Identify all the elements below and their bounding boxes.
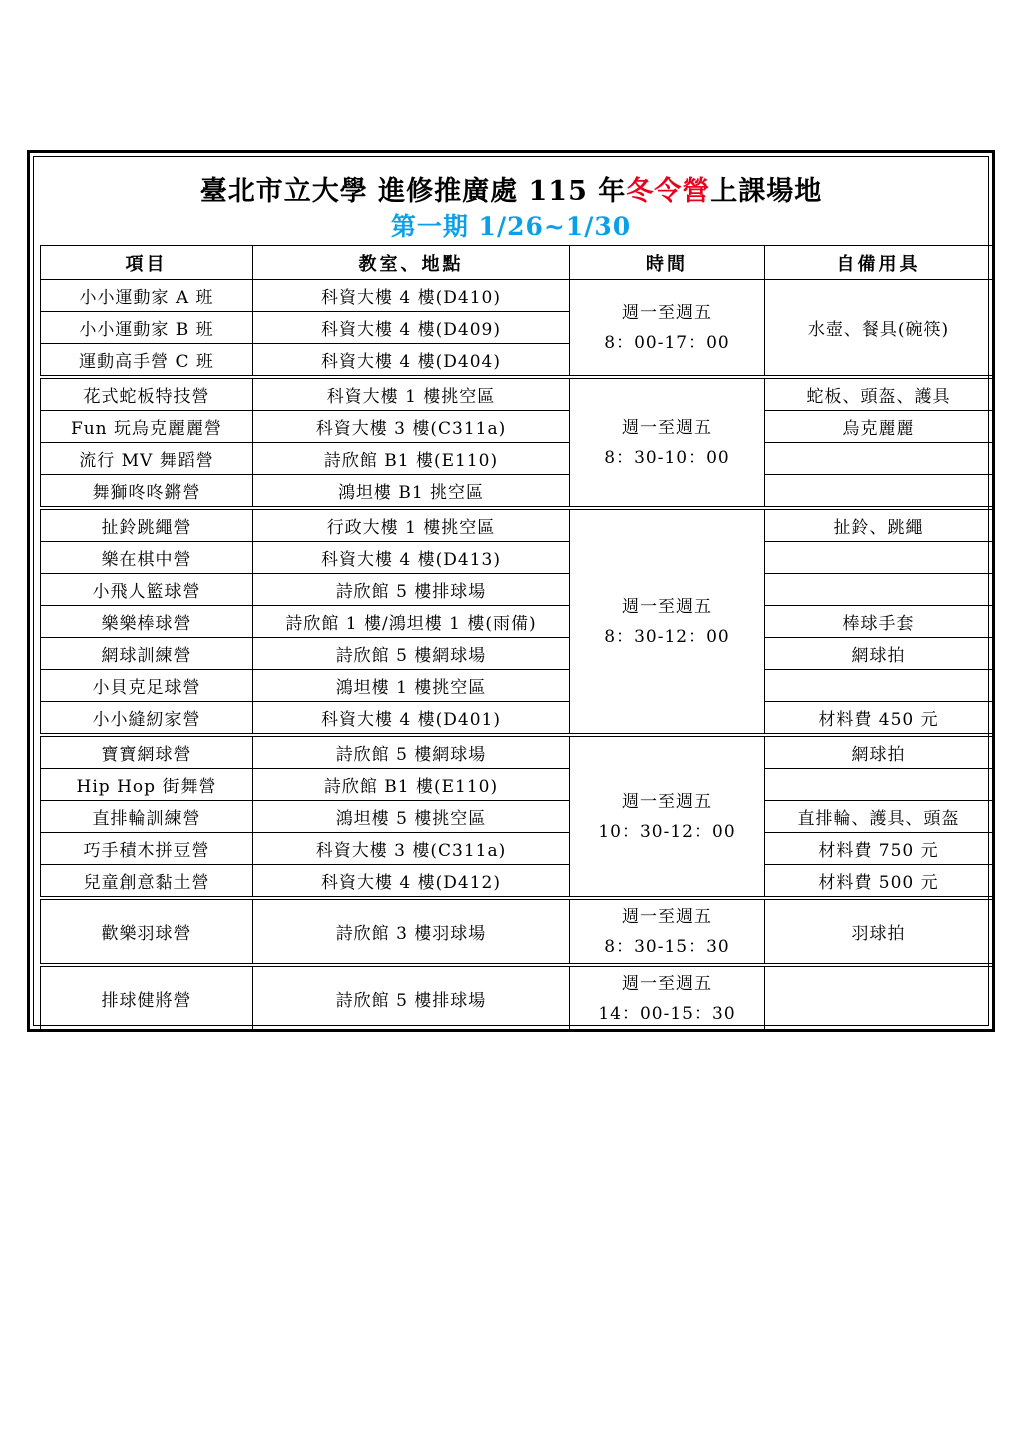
location-cell: 詩欣館 1 樓/鴻坦樓 1 樓(雨備) <box>253 606 570 638</box>
table-row <box>41 508 993 542</box>
table-row <box>41 801 993 833</box>
item-cell: 小貝克足球營 <box>41 670 253 702</box>
location-cell: 科資大樓 3 樓(C311a) <box>253 411 570 443</box>
table-row <box>41 833 993 865</box>
time-hours: 14：00-15：30 <box>598 1003 736 1024</box>
title-highlight: 冬令營 <box>626 176 711 207</box>
item-cell: 直排輪訓練營 <box>41 801 253 833</box>
time-days: 週一至週五 <box>622 906 712 927</box>
location-cell: 鴻坦樓 5 樓挑空區 <box>253 801 570 833</box>
item-cell: 寶寶網球營 <box>41 735 253 769</box>
table-row <box>41 965 993 1031</box>
column-header-location: 教室、地點 <box>253 246 570 280</box>
time-hours: 8：30-15：30 <box>604 936 730 957</box>
time-days: 週一至週五 <box>622 973 712 994</box>
item-cell: 網球訓練營 <box>41 638 253 670</box>
table-row <box>41 638 993 670</box>
title-prefix: 臺北市立大學 進修推廣處 115 年 <box>199 176 627 207</box>
supplies-cell: 烏克麗麗 <box>765 411 993 443</box>
table-row <box>41 411 993 443</box>
supplies-cell <box>765 443 993 475</box>
time-hours: 8：30-12：00 <box>604 626 730 647</box>
supplies-cell <box>765 574 993 606</box>
schedule-body <box>41 280 993 1031</box>
time-days: 週一至週五 <box>622 302 712 323</box>
time-cell <box>570 735 765 898</box>
location-cell: 科資大樓 4 樓(D410) <box>253 280 570 312</box>
supplies-cell: 直排輪、護具、頭盔 <box>765 801 993 833</box>
supplies-cell: 材料費 500 元 <box>765 865 993 899</box>
supplies-cell: 水壺、餐具(碗筷) <box>765 280 993 378</box>
time-days: 週一至週五 <box>622 596 712 617</box>
supplies-cell <box>765 475 993 509</box>
item-cell: 樂在棋中營 <box>41 542 253 574</box>
location-cell: 行政大樓 1 樓挑空區 <box>253 508 570 542</box>
item-cell: 扯鈴跳繩營 <box>41 508 253 542</box>
item-cell: 巧手積木拼豆營 <box>41 833 253 865</box>
time-cell <box>570 280 765 378</box>
table-row <box>41 865 993 899</box>
item-cell: 舞獅咚咚鏘營 <box>41 475 253 509</box>
time-cell <box>570 965 765 1031</box>
item-cell: 運動高手營 C 班 <box>41 344 253 378</box>
table-header-row <box>41 246 993 280</box>
title-suffix: 上課場地 <box>710 176 823 207</box>
location-cell: 鴻坦樓 1 樓挑空區 <box>253 670 570 702</box>
supplies-cell: 羽球拍 <box>765 898 993 965</box>
time-days: 週一至週五 <box>622 791 712 812</box>
item-cell: 排球健將營 <box>41 965 253 1031</box>
supplies-cell: 網球拍 <box>765 638 993 670</box>
time-days: 週一至週五 <box>622 417 712 438</box>
table-row <box>41 735 993 769</box>
location-cell: 詩欣館 5 樓排球場 <box>253 965 570 1031</box>
table-row <box>41 280 993 312</box>
table-row <box>41 542 993 574</box>
item-cell: 小小運動家 B 班 <box>41 312 253 344</box>
item-cell: 花式蛇板特技營 <box>41 377 253 411</box>
location-cell: 科資大樓 1 樓挑空區 <box>253 377 570 411</box>
item-cell: Fun 玩烏克麗麗營 <box>41 411 253 443</box>
supplies-cell: 網球拍 <box>765 735 993 769</box>
column-header-item: 項目 <box>41 246 253 280</box>
table-row <box>41 574 993 606</box>
item-cell: 樂樂棒球營 <box>41 606 253 638</box>
item-cell: 小小縫紉家營 <box>41 702 253 736</box>
supplies-cell <box>765 769 993 801</box>
location-cell: 科資大樓 4 樓(D409) <box>253 312 570 344</box>
supplies-cell <box>765 542 993 574</box>
location-cell: 詩欣館 5 樓網球場 <box>253 638 570 670</box>
location-cell: 詩欣館 3 樓羽球場 <box>253 898 570 965</box>
location-cell: 詩欣館 B1 樓(E110) <box>253 443 570 475</box>
location-cell: 科資大樓 4 樓(D401) <box>253 702 570 736</box>
item-cell: 小小運動家 A 班 <box>41 280 253 312</box>
table-row <box>41 898 993 965</box>
table-row <box>41 475 993 509</box>
location-cell: 詩欣館 5 樓網球場 <box>253 735 570 769</box>
item-cell: 小飛人籃球營 <box>41 574 253 606</box>
time-cell <box>570 377 765 508</box>
page-title <box>34 169 988 208</box>
supplies-cell: 蛇板、頭盔、護具 <box>765 377 993 411</box>
time-cell <box>570 898 765 965</box>
item-cell: 歡樂羽球營 <box>41 898 253 965</box>
schedule-frame-inner <box>33 156 989 1026</box>
item-cell: 流行 MV 舞蹈營 <box>41 443 253 475</box>
item-cell: 兒童創意黏土營 <box>41 865 253 899</box>
location-cell: 詩欣館 B1 樓(E110) <box>253 769 570 801</box>
table-row <box>41 443 993 475</box>
table-row <box>41 702 993 736</box>
schedule-frame <box>27 150 995 1032</box>
table-row <box>41 606 993 638</box>
time-hours: 8：30-10：00 <box>604 447 730 468</box>
schedule-table <box>40 245 993 1031</box>
time-hours: 8：00-17：00 <box>604 332 730 353</box>
time-cell <box>570 508 765 735</box>
supplies-cell <box>765 965 993 1031</box>
table-row <box>41 377 993 411</box>
supplies-cell: 材料費 450 元 <box>765 702 993 736</box>
location-cell: 科資大樓 3 樓(C311a) <box>253 833 570 865</box>
location-cell: 科資大樓 4 樓(D413) <box>253 542 570 574</box>
location-cell: 科資大樓 4 樓(D404) <box>253 344 570 378</box>
time-hours: 10：30-12：00 <box>598 821 736 842</box>
session-subtitle: 第一期 1/26~1/30 <box>390 212 632 241</box>
location-cell: 詩欣館 5 樓排球場 <box>253 574 570 606</box>
item-cell: Hip Hop 街舞營 <box>41 769 253 801</box>
table-row <box>41 769 993 801</box>
location-cell: 鴻坦樓 B1 挑空區 <box>253 475 570 509</box>
location-cell: 科資大樓 4 樓(D412) <box>253 865 570 899</box>
title-area <box>34 157 988 243</box>
supplies-cell: 扯鈴、跳繩 <box>765 508 993 542</box>
supplies-cell <box>765 670 993 702</box>
supplies-cell: 棒球手套 <box>765 606 993 638</box>
column-header-supplies: 自備用具 <box>765 246 993 280</box>
column-header-time: 時間 <box>570 246 765 280</box>
table-row <box>41 670 993 702</box>
supplies-cell: 材料費 750 元 <box>765 833 993 865</box>
